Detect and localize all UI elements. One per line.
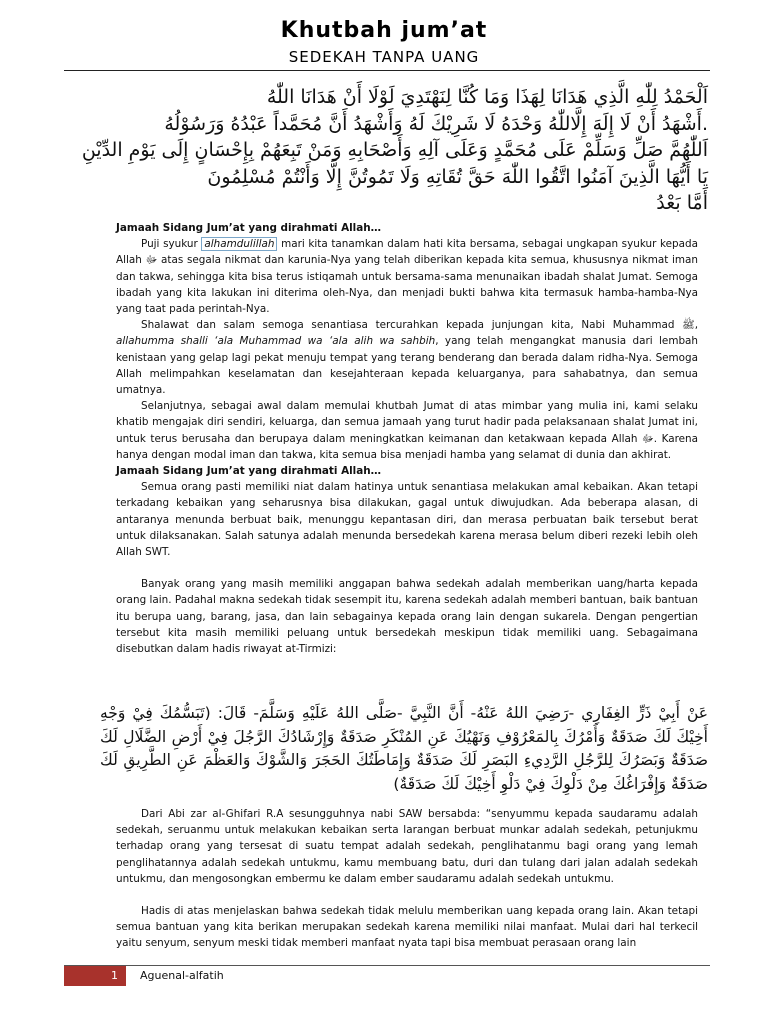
arabic-line: يَا أَيُّهَا الَّذِينَ آمَنُوا اتَّقُوا اللّٰهَ حَقَّ تُقَاتِهِ وَلَا تَمُوتُنَّ إِلَّا وَأَنْتُمْ مُسْلِمُونَ [207, 165, 708, 188]
footer-page-badge [64, 966, 126, 986]
paragraph-text: , yang telah mengangkat manusia dari lembah kenistaan yang gelap lagi pekat menuju tempat yang terang benderang dan berada dalam ridha-Nya. Semoga Allah melimpahkan keselamatan dan kesejahteraan kepada keluarganya, para sahabatnya, dan semua umatnya. [116, 335, 698, 397]
footer-author: Aguenal-alfatih [140, 969, 224, 982]
paragraph-text: Shalawat dan salam semoga senantiasa tercurahkan kepada junjungan kita, Nabi Muhammad ﷺ, [141, 319, 698, 332]
section-heading: Jamaah Sidang Jum’at yang dirahmati Allah… [116, 465, 382, 478]
arabic-line: اَللّٰهُمَّ صَلِّ وَسَلِّمْ عَلَى مُحَمَّدٍ وَعَلَى آلِهِ وَأَصْحَابِهِ وَمَنْ تَبِعَهُمْ بِإِحْسَانٍ إِلَى يَوْمِ الدِّيْنِ [81, 139, 708, 161]
paragraph: Dari Abi zar al-Ghifari R.A sesungguhnya nabi SAW bersabda: “senyummu kepada saudaramu adalah sedekah, seruanmu untuk melakukan kebaikan serta larangan berbuat munkar adalah sedekah, petunjukmu terhadap orang yang tersesat di suatu tempat adalah sedekah, penglihatanmu bagi orang yang lemah penglihatannya adalah sedekah untukmu, kamu membuang batu, duri dan tulang dari jalan adalah sedekah untukmu, dan mengosongkan embermu ke dalam ember saudaramu adalah sedekah untukmu. [116, 808, 698, 885]
paragraph: Semua orang pasti memiliki niat dalam hatinya untuk senantiasa melakukan amal kebaikan. Akan tetapi terkadang kebaikan yang seharusnya bisa dilakukan, gagal untuk diwujudkan. Ada beberapa alasan, di antaranya menunda berbuat baik, menunggu kepantasan diri, dan merasa perbuatan baik tersebut berat untuk dilaksanakan. Salah satunya adalah menunda bersedekah karena merasa belum diberi rezeki lebih oleh Allah SWT. [116, 481, 698, 559]
arabic-line: أَمَّا بَعْدُ [656, 192, 708, 214]
paragraph: Banyak orang yang masih memiliki anggapan bahwa sedekah adalah memberikan uang/harta kepada orang lain. Padahal makna sedekah tidak sesempit itu, karena sedekah adalah memberi bantuan, baik bantuan itu berupa uang, barang, jasa, dan lain sebagainya kepada orang lain dengan sukarela. Dengan pengertian tersebut kita masih memiliki peluang untuk bersedekah meskipun tidak memiliki uang. Sebagaimana disebutkan dalam hadis riwayat at-Tirmizi: [116, 578, 698, 656]
page-title: Khutbah jum’at [280, 18, 488, 43]
page-subtitle: SEDEKAH TANPA UANG [288, 48, 480, 66]
page-number: 1 [111, 969, 118, 982]
opening-arabic-prayer [81, 84, 708, 217]
paragraph: Hadis di atas menjelaskan bahwa sedekah tidak melulu memberikan uang kepada orang lain. Akan tetapi semua bantuan yang kita berikan merupakan sedekah karena memiliki nilai manfaat. Mulai dari hal terkecil yaitu senyum, senyum meski tidak memberi manfaat nyata tapi bisa membuat perasaan orang lain [116, 905, 698, 950]
paragraph: Selanjutnya, sebagai awal dalam memulai khutbah Jumat di atas mimbar yang mulia ini, kami selaku khatib mengajak diri sendiri, keluarga, dan semua jamaah yang turut hadir pada pelaksanaan shalat Jumat ini, untuk terus berusaha dan berupaya dalam meningkatkan keimanan dan ketakwaan kepada Allah ﷻ. Karena hanya dengan modal iman dan takwa, kita semua bisa menjadi hamba yang selamat di dunia dan akhirat. [116, 400, 698, 461]
highlighted-term: allahumma shalli ‘ala Muhammad wa ‘ala alih wa sahbih [116, 335, 436, 348]
arabic-line: .أَشْهَدُ أَنْ لَا إِلَهَ إِلَّاللّٰهُ وَحْدَهُ لَا شَرِيْكَ لَهُ وَأَشْهَدُ أَنَّ مُحَمَّداً عَبْدُهُ وَرَسُوْلُهُ [164, 112, 708, 135]
paragraph-text: Puji syukur [141, 238, 202, 251]
highlighted-term: alhamdulillah [201, 237, 277, 251]
paragraph [116, 236, 698, 317]
arabic-line: اَلْحَمْدُ لِلّٰهِ الَّذِي هَدَانَا لِهَذَا وَمَا كُنَّا لِنَهْتَدِيَ لَوْلَا أَنْ هَدَانَا اللّٰهُ [266, 86, 708, 108]
paragraph-text: mari kita tanamkan dalam hati kita bersama, sebagai ungkapan syukur kepada Allah ﷻ atas segala nikmat dan karunia-Nya yang telah diberikan kepada kita semua, khususnya nikmat iman dan takwa, sehingga kita bisa terus istiqamah untuk bersama-sama menunaikan ibadah shalat Jumat. Semoga ibadah yang kita lakukan ini diterima oleh-Nya, dan menjadi bukti bahwa kita termasuk hamba-hamba-Nya yang taat pada perintah-Nya. [116, 238, 699, 316]
section-three [116, 806, 698, 952]
section-one [116, 220, 698, 657]
section-heading: Jamaah Sidang Jum’at yang dirahmati Allah… [116, 222, 382, 234]
hadith-arabic-text: عَنْ أَبِيْ ذَرٍّ الغِفَارِي -رَضِيَ اللهُ عَنْهُ- أَنَّ النَّبِيَّ -صَلَّى اللهُ عَلَيْهِ وَسَلَّمَ- قَالَ: (تَبَسُّمُكَ فِيْ وَجْهِ أَخِيْكَ لَكَ صَدَقَةٌ وَأَمْرُكَ بِالمَعْرُوْفِ وَنَهْيُكَ عَنِ المُنْكَرِ صَدَقَةٌ وَإِرْشَادُكَ الرَّجُلَ فِيْ أَرْضِ الضَّلَالِ لَكَ صَدَقَةٌ وَبَصَرُكَ لِلرَّجُلِ الرَّدِيءِ البَصَرِ لَكَ صَدَقَةٌ وَإِمَاطَتُكَ الحَجَرَ وَالشَّوْكَ وَالعَظْمَ عَنِ الطَّرِيقِ لَكَ صَدَقَةٌ وَإِفْرَاغُكَ مِنْ دَلْوِكَ فِيْ دَلْوِ أَخِيْكَ لَكَ صَدَقَةٌ) [100, 704, 708, 793]
paragraph [116, 317, 698, 398]
header-divider [64, 70, 710, 71]
